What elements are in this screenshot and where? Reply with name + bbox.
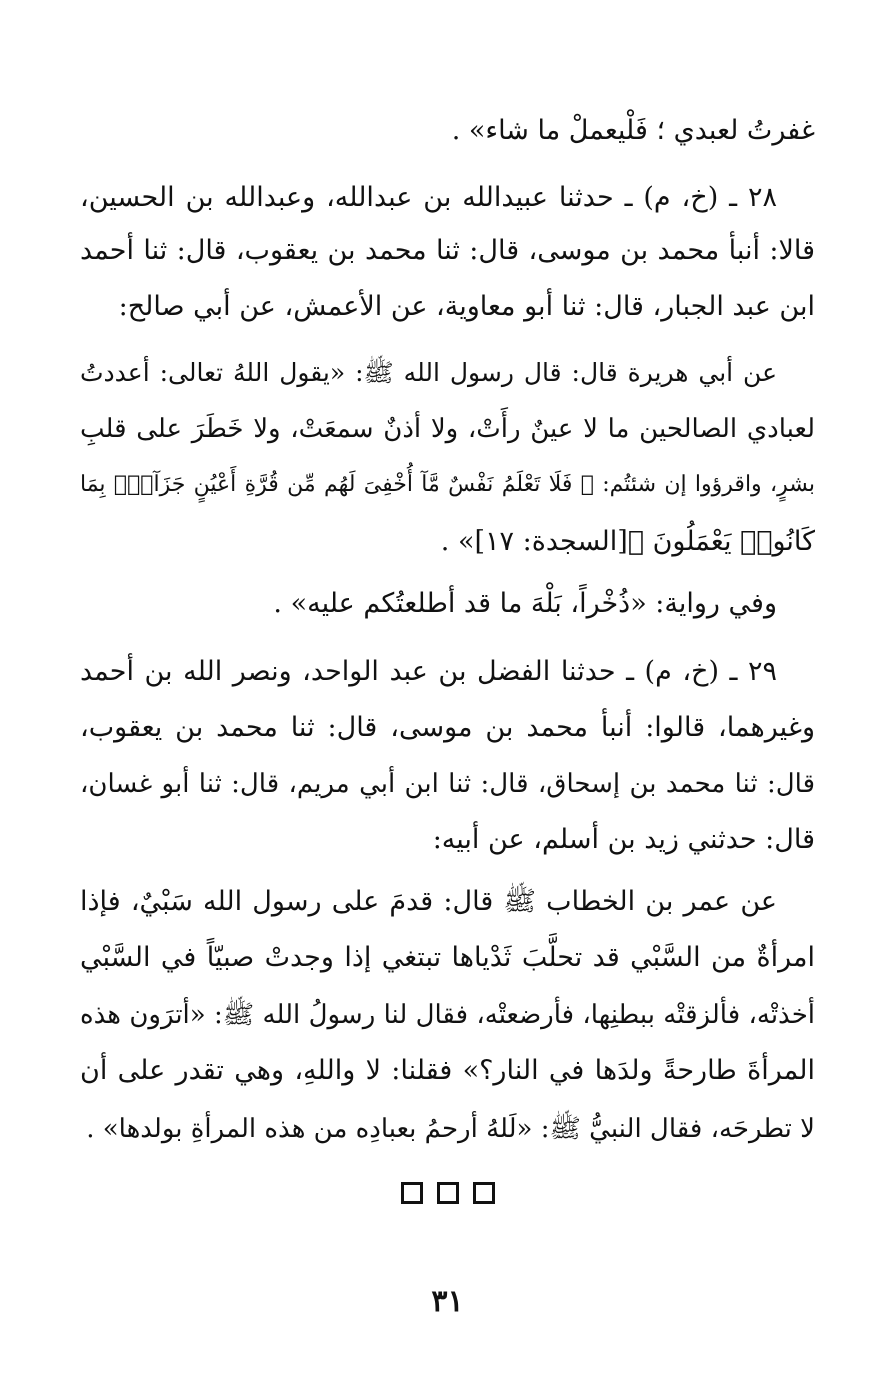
section-divider-ornament (80, 1182, 815, 1212)
text-line: قال: ثنا محمد بن إسحاق، قال: ثنا ابن أبي مريم، قال: ثنا أبو غسان، (80, 769, 815, 799)
text-line: قال: حدثني زيد بن أسلم، عن أبيه: (432, 824, 815, 855)
text-line: المرأةَ طارحةً ولدَها في النار؟» فقلنا: لا واللهِ، وهي تقدر على أن (80, 1055, 815, 1086)
square-ornament-icon (401, 1182, 423, 1204)
text-line: أخذتْه، فألزقتْه ببطنِها، فأرضعتْه، فقال لنا رسولُ الله ﷺ: «أترَون هذه (80, 1000, 815, 1030)
hadith-29-heading-line: ٢٩ ـ (خ، م) ـ حدثنا الفضل بن عبد الواحد، ونصر الله بن أحمد (80, 656, 777, 687)
hadith-28-heading-line: ٢٨ ـ (خ، م) ـ حدثنا عبيدالله بن عبدالله، وعبدالله بن الحسين، (80, 182, 777, 213)
square-ornament-icon (437, 1182, 459, 1204)
text-line: عن عمر بن الخطاب ﷺ قال: قدمَ على رسول الله سَبْيٌ، فإذا (80, 886, 777, 917)
text-line: ابن عبد الجبار، قال: ثنا أبو معاوية، عن الأعمش، عن أبي صالح: (118, 291, 815, 322)
text-line: لا تطرحَه، فقال النبيُّ ﷺ: «لَلهُ أرحمُ بعبادِه من هذه المرأةِ بولدها» . (86, 1114, 815, 1144)
quran-verse-line: كَانُوا۟ يَعْمَلُونَ ﴾[السجدة: ١٧]» . (440, 526, 815, 557)
page-number: ٣١ (431, 1284, 464, 1319)
text-line: لعبادي الصالحين ما لا عينٌ رأَتْ، ولا أذنٌ سمعَتْ، ولا خَطَرَ على قلبِ (80, 414, 815, 444)
text-line: امرأةٌ من السَّبْي قد تحلَّبَ ثَدْياها تبتغي إذا وجدتْ صبيّاً في السَّبْي (80, 942, 815, 973)
text-line: غفرتُ لعبدي ؛ فَلْيعملْ ما شاء» . (451, 115, 815, 146)
text-line: عن أبي هريرة قال: قال رسول الله ﷺ: «يقول اللهُ تعالى: أعددتُ (80, 358, 777, 387)
square-ornament-icon (473, 1182, 495, 1204)
text-line: قالا: أنبأ محمد بن موسى، قال: ثنا محمد بن يعقوب، قال: ثنا أحمد (80, 235, 815, 266)
book-page (80, 0, 815, 1392)
text-line: وفي رواية: «ذُخْراً، بَلْهَ ما قد أطلعتُكم عليه» . (273, 588, 777, 619)
quran-verse-line: بشرٍ، واقرؤوا إن شئتُم: ﴿ فَلَا تَعْلَمُ نَفْسٌ مَّآ أُخْفِىَ لَهُم مِّن قُرَّةِ أَعْيُنٍ جَزَآءًۢ بِمَا (80, 472, 815, 497)
text-line: وغيرهما، قالوا: أنبأ محمد بن موسى، قال: ثنا محمد بن يعقوب، (80, 712, 815, 743)
